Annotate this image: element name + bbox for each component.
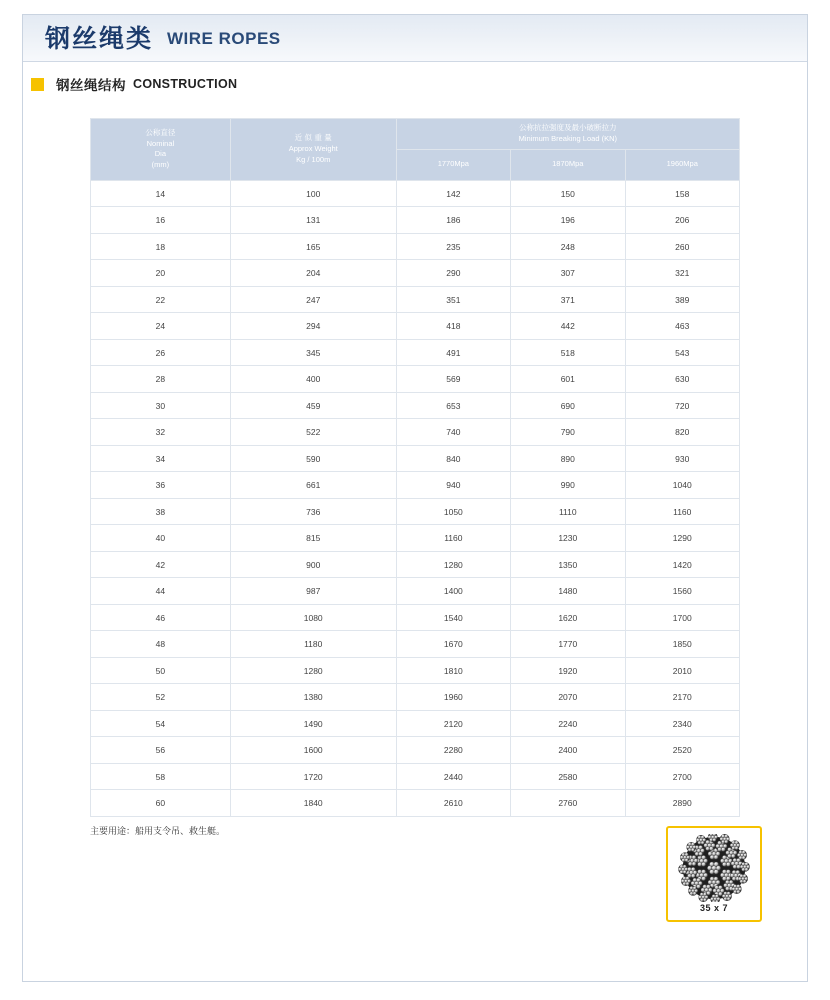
table-cell: 720 (625, 392, 740, 419)
table-cell: 1280 (230, 657, 396, 684)
table-cell: 990 (511, 472, 625, 499)
page-header (23, 15, 807, 62)
footer-row (90, 824, 740, 914)
table-cell: 196 (511, 207, 625, 234)
table-cell: 1620 (511, 604, 625, 631)
table-cell: 1850 (625, 631, 740, 658)
table-cell: 158 (625, 180, 740, 207)
table-row (91, 366, 740, 393)
table-cell: 26 (91, 339, 231, 366)
table-cell: 34 (91, 445, 231, 472)
table-cell: 30 (91, 392, 231, 419)
table-cell: 290 (396, 260, 510, 287)
table-cell: 1290 (625, 525, 740, 552)
table-row (91, 551, 740, 578)
table-cell: 1380 (230, 684, 396, 711)
table-cell: 890 (511, 445, 625, 472)
table-row (91, 710, 740, 737)
table-cell: 18 (91, 233, 231, 260)
table-cell: 100 (230, 180, 396, 207)
table-cell: 2240 (511, 710, 625, 737)
table-cell: 40 (91, 525, 231, 552)
table-cell: 46 (91, 604, 231, 631)
table-row (91, 737, 740, 764)
table-row (91, 578, 740, 605)
table-row (91, 790, 740, 817)
table-cell: 204 (230, 260, 396, 287)
yellow-square-icon (31, 78, 44, 91)
usage-note: 主要用途：船用支令吊、救生艇。 (90, 826, 226, 837)
table-cell: 1480 (511, 578, 625, 605)
header-mbl-1960: 1960Mpa (625, 149, 740, 180)
table-cell: 389 (625, 286, 740, 313)
table-cell: 1720 (230, 763, 396, 790)
table-cell: 36 (91, 472, 231, 499)
table-header-row-primary (91, 119, 740, 150)
table-cell: 1350 (511, 551, 625, 578)
table-cell: 1840 (230, 790, 396, 817)
table-cell: 32 (91, 419, 231, 446)
table-cell: 543 (625, 339, 740, 366)
section-title-english: CONSTRUCTION (133, 77, 238, 91)
header-approx-weight (230, 119, 396, 181)
table-row (91, 286, 740, 313)
table-cell: 142 (396, 180, 510, 207)
header-approx-weight-unit: Kg / 100m (296, 154, 331, 164)
table-row (91, 604, 740, 631)
table-cell: 1490 (230, 710, 396, 737)
content-frame (22, 14, 808, 982)
table-cell: 442 (511, 313, 625, 340)
table-cell: 1280 (396, 551, 510, 578)
table-cell: 1080 (230, 604, 396, 631)
table-row (91, 339, 740, 366)
header-nominal-dia-cn: 公称直径 (145, 127, 176, 137)
table-row (91, 657, 740, 684)
spec-table (90, 118, 740, 817)
table-cell: 2520 (625, 737, 740, 764)
rope-cross-section-icon (678, 834, 750, 902)
table-cell: 206 (625, 207, 740, 234)
table-cell: 518 (511, 339, 625, 366)
table-cell: 940 (396, 472, 510, 499)
table-cell: 1160 (396, 525, 510, 552)
table-cell: 24 (91, 313, 231, 340)
table-cell: 28 (91, 366, 231, 393)
table-row (91, 313, 740, 340)
table-cell: 14 (91, 180, 231, 207)
header-mbl-group (396, 119, 739, 150)
table-row (91, 498, 740, 525)
table-row (91, 207, 740, 234)
table-cell: 131 (230, 207, 396, 234)
table-cell: 630 (625, 366, 740, 393)
table-cell: 1670 (396, 631, 510, 658)
table-cell: 1700 (625, 604, 740, 631)
table-cell: 2580 (511, 763, 625, 790)
table-cell: 371 (511, 286, 625, 313)
table-cell: 1160 (625, 498, 740, 525)
rope-label: 35 x 7 (699, 903, 729, 914)
table-cell: 987 (230, 578, 396, 605)
header-approx-weight-en: Approx Weight (288, 143, 338, 153)
table-cell: 1560 (625, 578, 740, 605)
table-header (91, 119, 740, 181)
table-row (91, 763, 740, 790)
table-cell: 1810 (396, 657, 510, 684)
table-cell: 820 (625, 419, 740, 446)
table-cell: 54 (91, 710, 231, 737)
table-cell: 247 (230, 286, 396, 313)
table-cell: 52 (91, 684, 231, 711)
table-cell: 2610 (396, 790, 510, 817)
table-cell: 60 (91, 790, 231, 817)
table-cell: 307 (511, 260, 625, 287)
table-cell: 2070 (511, 684, 625, 711)
table-cell: 260 (625, 233, 740, 260)
table-cell: 2890 (625, 790, 740, 817)
header-mbl-group-en: Minimum Breaking Load (KN) (518, 133, 617, 143)
table-cell: 590 (230, 445, 396, 472)
table-cell: 22 (91, 286, 231, 313)
table-cell: 653 (396, 392, 510, 419)
table-cell: 2010 (625, 657, 740, 684)
table-cell: 2440 (396, 763, 510, 790)
table-cell: 601 (511, 366, 625, 393)
table-cell: 1540 (396, 604, 510, 631)
table-cell: 459 (230, 392, 396, 419)
header-mbl-1770: 1770Mpa (396, 149, 510, 180)
table-cell: 790 (511, 419, 625, 446)
table-cell: 16 (91, 207, 231, 234)
table-cell: 840 (396, 445, 510, 472)
table-cell: 50 (91, 657, 231, 684)
table-cell: 1960 (396, 684, 510, 711)
table-cell: 20 (91, 260, 231, 287)
table-cell: 1050 (396, 498, 510, 525)
table-cell: 418 (396, 313, 510, 340)
table-cell: 150 (511, 180, 625, 207)
table-row (91, 525, 740, 552)
table-cell: 248 (511, 233, 625, 260)
table-cell: 690 (511, 392, 625, 419)
table-cell: 1420 (625, 551, 740, 578)
table-row (91, 260, 740, 287)
table-cell: 58 (91, 763, 231, 790)
table-cell: 1110 (511, 498, 625, 525)
table-body (91, 180, 740, 816)
table-row (91, 684, 740, 711)
table-cell: 321 (625, 260, 740, 287)
table-cell: 2700 (625, 763, 740, 790)
table-cell: 1920 (511, 657, 625, 684)
header-mbl-group-cn: 公称抗拉强度及最小破断拉力 (519, 123, 617, 132)
table-cell: 1770 (511, 631, 625, 658)
spec-table-wrapper (90, 118, 740, 817)
table-row (91, 631, 740, 658)
table-cell: 42 (91, 551, 231, 578)
table-row (91, 180, 740, 207)
table-row (91, 445, 740, 472)
table-cell: 1180 (230, 631, 396, 658)
table-cell: 900 (230, 551, 396, 578)
section-heading (23, 62, 807, 102)
section-title-chinese: 钢丝绳结构 (56, 78, 126, 94)
table-cell: 1040 (625, 472, 740, 499)
table-cell: 2280 (396, 737, 510, 764)
table-cell: 740 (396, 419, 510, 446)
table-cell: 2120 (396, 710, 510, 737)
table-cell: 1600 (230, 737, 396, 764)
header-nominal-dia-unit: (mm) (151, 160, 170, 170)
header-mbl-1870: 1870Mpa (511, 149, 625, 180)
table-cell: 1230 (511, 525, 625, 552)
rope-illustration-box (666, 826, 762, 922)
table-cell: 235 (396, 233, 510, 260)
table-row (91, 419, 740, 446)
header-nominal-dia (91, 119, 231, 181)
table-cell: 165 (230, 233, 396, 260)
table-cell: 2400 (511, 737, 625, 764)
table-cell: 56 (91, 737, 231, 764)
table-cell: 522 (230, 419, 396, 446)
header-nominal-dia-en1: Nominal (146, 138, 175, 148)
page-title-chinese: 钢丝绳类 (45, 23, 154, 53)
table-cell: 2170 (625, 684, 740, 711)
table-cell: 2760 (511, 790, 625, 817)
table-cell: 569 (396, 366, 510, 393)
table-cell: 736 (230, 498, 396, 525)
table-cell: 44 (91, 578, 231, 605)
table-cell: 815 (230, 525, 396, 552)
table-cell: 48 (91, 631, 231, 658)
table-cell: 491 (396, 339, 510, 366)
table-cell: 294 (230, 313, 396, 340)
table-cell: 38 (91, 498, 231, 525)
table-cell: 930 (625, 445, 740, 472)
header-approx-weight-cn: 近 似 重 量 (294, 133, 332, 143)
table-cell: 463 (625, 313, 740, 340)
page-title-english: WIRE ROPES (167, 28, 281, 48)
table-cell: 351 (396, 286, 510, 313)
table-cell: 1400 (396, 578, 510, 605)
header-nominal-dia-en2: Dia (154, 149, 167, 159)
table-row (91, 472, 740, 499)
table-row (91, 233, 740, 260)
table-cell: 400 (230, 366, 396, 393)
table-cell: 345 (230, 339, 396, 366)
table-cell: 186 (396, 207, 510, 234)
table-row (91, 392, 740, 419)
table-cell: 661 (230, 472, 396, 499)
table-cell: 2340 (625, 710, 740, 737)
